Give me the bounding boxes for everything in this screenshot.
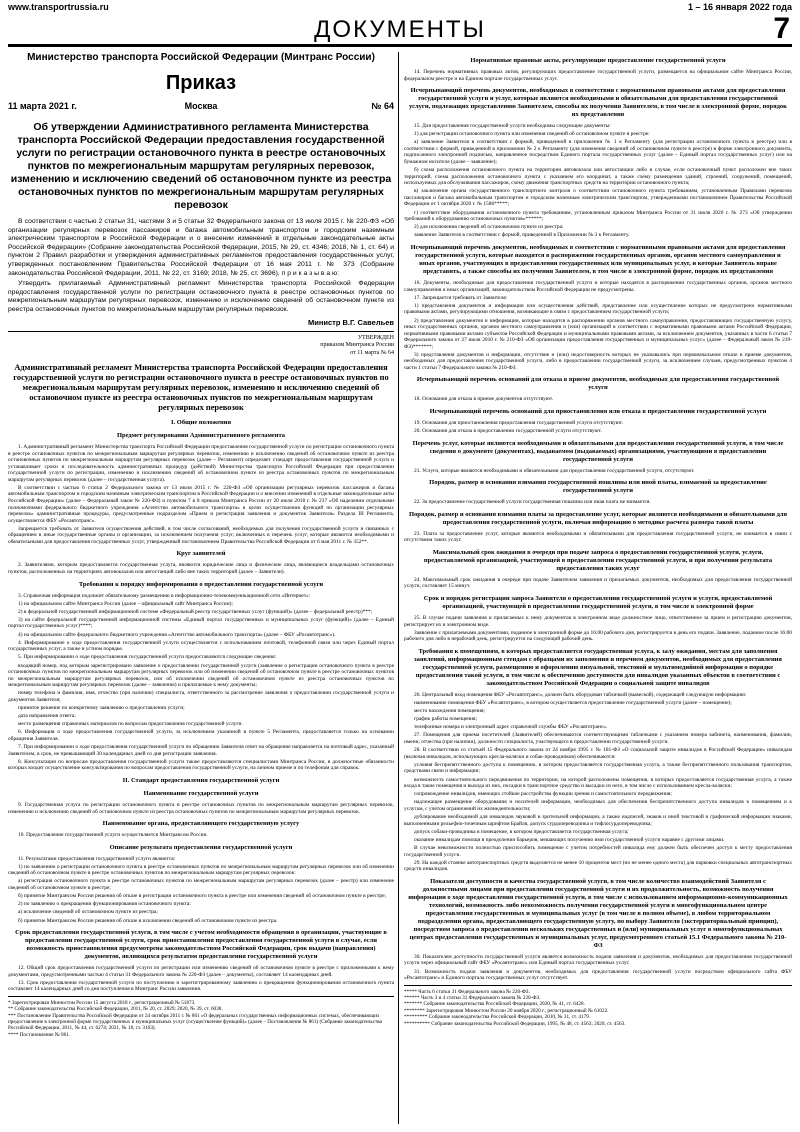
- order-subject: Об утверждении Административного регламента Министерства транспорта Российской Федерации предоставления государственной услуги по регистрации остановочного пункта в реестре остановочных пунктов по межрегиональным маршрутам регулярных перевозок, изменению и исключению сведений об остановочном пункте из реестра остановочных пунктов по межрегиональным маршрутам регулярных перевозок: [10, 121, 392, 211]
- body-paragraph: 2) для исключения сведений об остановочном пункте из реестра:: [414, 224, 564, 231]
- body-paragraph: входящий номер, под которым зарегистрировано заявление о предоставлении государственной услуги (заявление о регистрации остановочного пункта в реестре остановочных пунктов по межрегиональным маршрутам регулярных перевозок или об изменении сведений об остановочном пункте в реестре остановочных пунктов по межрегиональным маршрутам регулярных перевозок, или об исключении сведений об остановочном пункте из реестра остановочных пунктов по межрегиональным маршрутам регулярных перевозок (далее – заявление) и прилагаемые к нему документы;: [8, 662, 394, 689]
- body-paragraph: заявление Заявителя в соответствии с формой, приведенной в Приложении № 3 к Регламенту.: [414, 232, 630, 239]
- section-heading: Порядок, размер и основания взимания платы за предоставление услуг, которые являются необходимыми и обязательными для предоставления государственной услуги, включая информацию о методике расчета размера такой платы: [408, 510, 788, 526]
- section-heading: Описание результата предоставления государственной услуги: [109, 843, 293, 851]
- body-paragraph: 3) на сайте федеральной государственной информационной системы «Единый портал государственных и муниципальных услуг (функций)» (далее – Единый портал государственных услуг)****;: [8, 616, 394, 630]
- body-paragraph: 3. Справочная информация подлежит обязательному размещению в информационно-телекоммуникационной сети «Интернет»:: [18, 592, 311, 599]
- body-paragraph: В соответствии с частью 6 статьи 2 Федерального закона от 13 июля 2015 г. № 220-ФЗ «Об организации регулярных перевозок пассажиров и багажа автомобильным транспортом и городским наземным электрическим транспортом в Российской Федерации и о внесении изменений в отдельные законодательные акты Российской Федерации» (далее – Федеральный закон № 220-ФЗ) и пунктом 7 в 8 приказа Минтранса России от 20 июля 2018 г. № 237 «Об наделении отдельными полномочиями федерального бюджетного учреждения «Агентство автомобильного транспорта» в целях осуществления функций по организации регулярных перевозок» административные процедуры, предусмотренные подразделом «Прием и регистрация заявления и документов Заявителя» Раздела III Регламента, осуществляется ФБУ «Росавтотранс».: [8, 484, 394, 524]
- body-paragraph: 28. В соответствии со статьей 15 Федерального закона от 24 ноября 1995 г. № 181-ФЗ «О социальной защите инвалидов в Российской Федерации» инвалидам (включая инвалидов, использующих кресла-коляски и собак-проводников) обеспечиваются:: [404, 747, 792, 760]
- footnote: ******** Зарегистрирован Минюстом России 20 ноября 2020 г., регистрационный № 61022.: [404, 1007, 609, 1014]
- section-heading: Наименование государственной услуги: [143, 789, 259, 797]
- body-paragraph: 18. Основания для отказа в приеме документов отсутствуют.: [414, 396, 554, 403]
- section-heading: Показатели доступности и качества государственной услуги, в том числе количество взаимодействий Заявителя с должностными лицами при предоставлении государственной услуги и их продолжительность, возможность получения информации о ходе предоставления государственной услуги, в том числе с использованием информационно-коммуникационных технологий, возможность либо невозможность получения государственной услуги в многофункциональном центре предоставления государственных и муниципальных услуг (в том числе в полном объеме), в любом территориальном подразделении органа, предоставляющего государственную услугу, по выбору Заявителя (экстерриториальный принцип), посредством запроса о предоставлении нескольких государственных и (или) муниципальных услуг в многофункциональных центрах предоставления государственных и муниципальных услуг, предусмотренного статьей 15.1 Федерального закона № 210-ФЗ: [408, 877, 788, 949]
- body-paragraph: 10. Предоставление государственной услуги осуществляется Минтрансом России.: [18, 832, 208, 839]
- right-column: [404, 52, 792, 1132]
- body-paragraph: 25. В случае подачи заявления и прилагаемых к нему документов в электронном виде должностное лицо, ответственное за прием и регистрацию документов, регистрирует их в электронном виде.: [404, 615, 792, 628]
- body-paragraph: Заявление с прилагаемыми документами, поданное в электронной форме до 16:00 рабочего дня, регистрируется в день его подачи. Заявление, поданное после 16:00 рабочего дня либо в нерабочий день, регистрируется на следующий рабочий день.: [404, 629, 792, 643]
- approval-line: УТВЕРЖДЕН: [357, 334, 394, 341]
- footnote: ** Собрание законодательства Российской Федерации, 2011, № 20, ст. 2829; 2020, № 39, ст. 6038.: [8, 1006, 223, 1013]
- body-paragraph: 19. Основания для приостановления предоставления государственной услуги отсутствуют.: [414, 420, 623, 427]
- site-url[interactable]: www.transportrussia.ru: [8, 2, 109, 12]
- footnote: ***** Часть 6 статьи 31 Федерального закона № 220-ФЗ.: [404, 988, 530, 995]
- body-paragraph: дублирование необходимой для инвалидов звуковой и зрительной информации, а также надписей, знаков и иной текстовой и графической информации знаками, выполненными рельефно-точечным шрифтом Брайля, допуск сурдопереводчика и тифлосурдопереводчика;: [404, 814, 792, 827]
- body-paragraph: номер телефона и фамилия, имя, отчество (при наличии) специалиста, ответственного за рассмотрение заявления о предоставлении государственной услуги и документов Заявителя;: [8, 690, 394, 703]
- section-heading: Требования к помещениям, в которых предоставляется государственная услуга, к залу ожидания, местам для заполнения заявлений, информационным стендам с образцами их заполнения и перечнем документов, необходимых для предоставления государственной услуги, размещению и оформлению визуальной, текстовой и мультимедийной информации о порядке предоставления такой услуги, в том числе к обеспечению доступности для инвалидов указанных объектов в соответствии с законодательством Российской Федерации о социальной защите инвалидов: [414, 647, 782, 687]
- body-paragraph: принятое решение по конкретному заявлению о предоставлении услуги;: [18, 705, 185, 712]
- body-paragraph: наименование помещения ФБУ «Росавтотранс», в котором осуществляется предоставление государственной услуги (далее – помещение);: [414, 699, 732, 706]
- body-paragraph: 29. На каждой стоянке автотранспортных средств выделяется не менее 10 процентов мест (но не менее одного места) для парковки специальных автотранспортных средств инвалидов.: [404, 859, 792, 873]
- page-header-top: [8, 2, 792, 14]
- body-paragraph: оказание инвалидам помощи в преодолении барьеров, мешающих получению ими государственной услуги наравне с другими лицами.: [414, 836, 725, 843]
- body-paragraph: 15. Для предоставления государственной услуги необходимы следующие документы:: [414, 123, 611, 130]
- issue-date: 1 – 16 января 2022 года: [687, 2, 792, 12]
- body-paragraph: В случае невозможности полностью приспособить помещение с учетом потребностей инвалида ему должен быть обеспечен доступ к месту предоставления государственной услуги.: [404, 845, 792, 858]
- section-heading: II. Стандарт предоставления государственной услуги: [122, 776, 280, 784]
- footnote: ****** Часть 3 и 4 статьи 31 Федерального закона № 220-ФЗ.: [404, 995, 541, 1001]
- page-header-band: [8, 14, 792, 47]
- order-date: 11 марта 2021 г.: [8, 101, 77, 111]
- footnote-divider: [404, 985, 792, 986]
- body-paragraph: 17. Запрещается требовать от Заявителя:: [414, 294, 508, 301]
- body-paragraph: условия беспрепятственного доступа к помещению, в котором предоставляется государственная услуга, а также беспрепятственного пользования транспортом, средствами связи и информации;: [404, 761, 792, 775]
- body-paragraph: 23. Плата за предоставление услуг, которые являются необходимыми и обязательными для предоставления государственной услуги, не взимается в связи с отсутствием таких услуг.: [404, 530, 792, 544]
- order-ministry: Министерство транспорта Российской Федерации (Минтранс России): [27, 52, 375, 63]
- body-paragraph: Запрещается требовать от Заявителя осуществления действий, в том числе согласований, необходимых для получения государственной услуги и связанных с обращением в иные государственные органы и организации, за исключением получения услуг, включенных в перечень услуг, которые являются необходимыми и обязательными для предоставления государственных услуг, утвержденный постановлением Правительства Российской Федерации от 6 мая 2011 г. № 352**.: [8, 525, 394, 545]
- body-paragraph: телефонные номера и электронный адрес справочной службы ФБУ «Росавтотранс».: [414, 724, 608, 731]
- footnote-divider: [8, 996, 394, 997]
- body-paragraph: 4. Информирование о ходе предоставления государственной услуги осуществляется с использованием почтовой, телефонной связи или через Единый портал государственных услуг, а также в устном порядке.: [8, 639, 394, 653]
- body-paragraph: 22. За предоставление государственной услуги государственная пошлина или иная плата не взимается.: [414, 499, 651, 506]
- body-paragraph: 5. При информировании о ходе предоставления государственной услуги предоставляются следующие сведения:: [18, 654, 277, 661]
- body-paragraph: допуск собаки-проводника в помещение, в котором предоставляется государственная услуга;: [414, 828, 629, 835]
- body-paragraph: 1. Административный регламент Министерства транспорта Российской Федерации предоставления государственной услуги по регистрации остановочного пункта в реестре остановочных пунктов по межрегиональным маршрутам регулярных перевозок, изменению и исключению сведений об остановочном пункте из реестра остановочных пунктов по межрегиональным маршрутам регулярных перевозок (далее – Регламент) определяет стандарт предоставления государственной услуги и устанавливает сроки и последовательность административных процедур (действий) Министерства транспорта Российской Федерации при предоставлении государственной услуги по регистрации, изменению и исключению сведений об остановочном пункте из реестра остановочных пунктов по межрегиональным маршрутам регулярных перевозок (далее – государственная услуга).: [8, 444, 394, 483]
- body-paragraph: 13. Срок предоставления государственной услуги по поступлению и зарегистрированному заявлению о прекращении функционирования остановочного пункта составляет 14 календарных дней со дня поступления в Минтранс России заявления.: [8, 979, 394, 993]
- section-heading: Срок предоставления государственной услуги, в том числе с учетом необходимости обращения в организации, участвующие в предоставлении государственной услуги, срок приостановления предоставления государственной услуги в случае, если возможность приостановления предусмотрена законодательством Российской Федерации, срок выдачи (направления) документов, являющихся результатом предоставления государственной услуги: [15, 929, 387, 961]
- footnote: *** Постановление Правительства Российской Федерации от 24 октября 2011 г. № 861 «О федеральных государственных информационных системах, обеспечивающих предоставление в электронной форме государственных и муниципальных услуг (осуществление функций)» (далее – Постановление № 861) (Собрание законодательства Российской Федерации, 2011, № 44, ст. 6274; 2021, № 18, ст. 3163).: [8, 1012, 382, 1032]
- order-paragraph: В соответствии с частью 2 статьи 31, частями 3 и 5 статьи 32 Федерального закона от 13 июля 2015 г. № 220-ФЗ «Об организации регулярных перевозок пассажиров и багажа автомобильным транспортом и городским наземным электрическим транспортом в Российской Федерации и о внесении изменений в отдельные законодательные акты Российской Федерации» (Собрание законодательства Российской Федерации, 2015, № 29, ст. 4346; 2018, № 1, ст. 64) и пунктом 2 Правил разработки и утверждения административных регламентов предоставления государственных услуг, утвержденных постановлением Правительства Российской Федерации от 16 мая 2011 г. № 373 (Собрание законодательства Российской Федерации, 2011, № 22, ст. 3169; 2018, № 25, ст. 3696), п р и к а з ы в а ю:: [8, 218, 394, 277]
- divider: [8, 331, 394, 332]
- body-paragraph: 9. Государственная услуга по регистрации остановочного пункта в реестре остановочных пунктов по межрегиональным маршрутам регулярных перевозок, изменению и исключению сведений об остановочном пункте из реестра остановочных пунктов по межрегиональным маршрутам регулярных перевозок.: [8, 801, 394, 815]
- section-heading: Срок и порядок регистрации запроса Заявителя о предоставлении государственной услуги и услуги, предоставляемой организацией, участвующей в предоставлении государственной услуги, в том числе в электронной форме: [423, 595, 773, 610]
- section-heading: Круг заявителей: [176, 550, 226, 558]
- body-paragraph: 2) по заявлению о прекращении функционирования остановочного пункта:: [18, 901, 191, 908]
- body-paragraph: 20. Основания для отказа в предоставлении государственной услуги отсутствуют.: [414, 428, 602, 435]
- section-title: ДОКУМЕНТЫ: [314, 16, 486, 43]
- body-paragraph: 14. Перечень нормативных правовых актов, регулирующих предоставление государственной услуги, размещается на официальном сайте Минтранса России, федеральном реестре и на Едином портале государственных услуг.: [404, 69, 792, 82]
- section-heading: Исчерпывающий перечень документов, необходимых в соответствии с нормативными правовыми актами для предоставления государственной услуги и услуг, которые являются необходимыми и обязательными для предоставления государственной услуги, подлежащих представлению Заявителем, способы их получения Заявителем, в том числе в электронной форме, порядок их представления: [409, 87, 787, 119]
- section-heading: Исчерпывающий перечень оснований для приостановления или отказа в предоставлении государственной услуги: [429, 408, 767, 416]
- body-paragraph: место нахождения помещения;: [414, 708, 486, 715]
- body-paragraph: сопровождение инвалидов, имеющих стойкие расстройства функции зрения и самостоятельного передвижения;: [414, 791, 672, 798]
- body-paragraph: 21. Услуги, которые являются необходимыми и обязательными для предоставления государственной услуги, отсутствуют.: [414, 467, 695, 474]
- page-number: 7: [773, 12, 790, 45]
- body-paragraph: 12. Общий срок предоставления государственной услуги по регистрации или изменению сведений об остановочном пункте в реестре с приложенными к нему документами, предусмотренными частью 4 статьи 31 Федерального закона № 220-ФЗ (далее – документы), составляет 14 календарных дней.: [8, 965, 394, 978]
- body-paragraph: дата направления ответа;: [18, 713, 76, 720]
- section-heading: Требования к порядку информирования о предоставлении государственной услуги: [78, 580, 324, 588]
- body-paragraph: 1) представления документов и информации или осуществления действий, представление или осуществление которых не предусмотрено нормативными правовыми актами, регулирующими отношения, возникающие в связи с предоставлением государственной услуги;: [404, 302, 792, 316]
- left-text-flow: [8, 419, 394, 1038]
- body-paragraph: 7. При информировании о ходе предоставления государственной услуги по обращению Заявителя ответ на обращение направляется на почтовый адрес, указанный Заявителем, в срок, не превышающий 30 календарных дней со дня регистрации заявления.: [8, 744, 394, 757]
- body-paragraph: 1) для регистрации остановочного пункта или изменения сведений об остановочном пункте в реестре:: [414, 131, 650, 138]
- section-heading: Порядок, размер и основания взимания государственной пошлины или иной платы, взимаемой за предоставление государственной услуги: [429, 479, 767, 495]
- order-city: Москва: [184, 101, 218, 111]
- section-heading: I. Общие положения: [171, 419, 231, 427]
- body-paragraph: в) заключение органа государственного транспортного контроля о соответствии остановочного пункта требованиям, установленным Правилами перевозок пассажиров и багажа автомобильным транспортом и городским наземным электрическим транспортом, утвержденными постановлением Правительства Российской Федерации от 1 октября 2020 г. № 1586*****;: [404, 188, 792, 208]
- body-paragraph: 24. Максимальный срок ожидания в очереди при подаче Заявителем заявления и прилагаемых документов, необходимых для предоставления государственной услуги, составляет 15 минут.: [404, 576, 792, 590]
- body-paragraph: 30. Показателем доступности государственной услуги является возможность подачи заявления и документов, необходимых для предоставления государственной услуги через официальный сайт ФБУ «Росавтотранс» или Единый портал государственных услуг.: [404, 953, 792, 967]
- body-paragraph: 27. Помещения для приема посетителей (Заявителей) обеспечиваются соответствующими табличками с указанием номера кабинета, наименования, фамилии, имени, отчества (при наличии), должности специалиста, участвующего в предоставлении государственной услуги.: [404, 732, 792, 746]
- section-heading: Наименование органа, предоставляющего государственную услугу: [102, 820, 300, 828]
- body-paragraph: 2) в федеральной государственной информационной системе «Федеральный реестр государственных услуг (функций)» (далее – федеральный реестр)***;: [18, 608, 373, 615]
- body-paragraph: 31. Возможность подачи заявления и документов, необходимых для предоставления государственной услуги посредством официального сайта ФБУ «Росавтотранс» и Единого портала государственных услуг отсутствует.: [404, 968, 792, 982]
- body-paragraph: 26. Центральный вход помещения ФБУ «Росавтотранс», должен быть оборудован табличкой (вывеской), содержащей следующую информацию:: [414, 691, 747, 698]
- right-text-flow: [404, 57, 792, 1027]
- section-heading: Исчерпывающий перечень документов, необходимых в соответствии с нормативными правовыми актами для предоставления государственной услуги, которые находятся в распоряжении государственных органов, органов местного самоуправления и иных органов, участвующих в предоставлении государственных или муниципальных услуг, и которые Заявитель вправе представить, а также способы их получения Заявителем, в том числе в электронной форме, порядок их представления: [410, 244, 786, 275]
- order-meta: [8, 101, 394, 115]
- footnote: ******* Собрание законодательства Российской Федерации, 2020, № 41, ст. 6428.: [404, 1001, 585, 1008]
- approval-stamp: [8, 335, 394, 358]
- body-paragraph: возможность самостоятельного передвижения по территории, на которой расположены помещения, в которых предоставляется государственная услуга, а также входа в такие помещения и выхода из них, посадки в транспортное средство и высадки из него, в том числе с использованием кресла-коляски;: [404, 776, 792, 790]
- section-heading: Максимальный срок ожидания в очереди при подаче запроса о предоставлении государственной услуги, услуги, предоставляемой организацией, участвующей в предоставлении государственной услуги, и при получении результата предоставления таких услуг: [423, 548, 773, 572]
- body-paragraph: 11. Результатами предоставления государственной услуги являются:: [18, 855, 176, 862]
- body-paragraph: б) принятие Минтрансом России решения об отказе в исключении сведений об остановочном пункте из реестра.: [18, 917, 278, 924]
- body-paragraph: график работы помещения;: [414, 716, 477, 723]
- approval-line: приказом Минтранса России: [320, 342, 394, 349]
- body-paragraph: надлежащее размещение оборудования и носителей информации, необходимых для обеспечения беспрепятственного доступа инвалидов к помещениям и к услугам, с учетом ограничений их жизнедеятельности;: [404, 799, 792, 812]
- regulation-title: Административный регламент Министерства транспорта Российской Федерации предоставления государственной услуги по регистрации остановочного пункта в реестре остановочных пунктов по межрегиональным маршрутам регулярных перевозок, изменению и исключению сведений об остановочном пункте из реестра остановочных пунктов по межрегиональным маршрутам регулярных перевозок: [13, 363, 389, 413]
- footnote: **** Постановление № 861.: [8, 1031, 71, 1038]
- approval-line: от 11 марта № 64: [350, 349, 394, 356]
- body-paragraph: 3) представления документов и информации, отсутствие и (или) недостоверность которых не указывались при первоначальном отказе в приеме документов, необходимых для предоставления государственной услуги, либо в предоставлении государственной услуги, за исключением случаев, предусмотренных пунктом 4 части 1 статьи 7 Федерального закона № 210-ФЗ.: [404, 351, 792, 371]
- body-paragraph: 16. Документы, необходимые для предоставления государственной услуги и которые находятся в распоряжении государственных органов, органов местного самоуправления и иных организаций, законодательством Российской Федерации не предусмотрены.: [404, 280, 792, 293]
- order-paragraph: Утвердить прилагаемый Административный регламент Министерства транспорта Российской Федерации предоставления государственной услуги по регистрации остановочного пункта в реестре остановочных пунктов по межрегиональным маршрутам регулярных перевозок, изменению и исключению сведений об остановочном пункте из реестра остановочных пунктов по межрегиональным маршрутам регулярных перевозок.: [8, 280, 394, 313]
- body-paragraph: 6. Информация о ходе предоставления государственной услуги, за исключением указанной в пункте 5 Регламента, предоставляется только на основании обращения Заявителя.: [8, 729, 394, 743]
- body-paragraph: а) исключение сведений об остановочном пункте из реестра;: [18, 909, 158, 916]
- body-paragraph: 2) представления документов и информации, которые находятся в распоряжении органов местного самоуправления, предоставляющих государственную услугу, иных государственных органов, органов местного самоуправления и (или) организаций в соответствии с нормативными правовыми актами Российской Федерации, нормативными правовыми актами субъектов Российской Федерации и муниципальными правовыми актами, за исключением документов, указанных в части 6 статьи 7 Федерального закона от 27 июля 2010 г. № 210-ФЗ «Об организации предоставления государственных и муниципальных услуг» (далее – Федеральный закон № 210-ФЗ)*******;: [404, 317, 792, 350]
- body-paragraph: б) схема расположения остановочного пункта на территории автовокзала или автостанции либо в случае, если остановочный пункт расположен вне таких территорий, схема расположения остановочного пункта с указанием его координат, а также схему размещения зданий, строений, сооружений, помещений, используемых для обслуживания пассажиров, схему движения транспортных средств на территории остановочного пункта;: [404, 167, 792, 187]
- column-divider: [398, 52, 399, 1124]
- body-paragraph: 4) на официальном сайте федерального бюджетного учреждения «Агентство автомобильного транспорта» (далее – ФБУ «Росавтотранс»).: [18, 631, 336, 638]
- body-paragraph: 1) по заявлению о регистрации остановочного пункта в реестре остановочных пунктов по межрегиональным маршрутам регулярных перевозок или об изменении сведений об остановочном пункте в реестре остановочных пунктов по межрегиональным маршрутам регулярных перевозок:: [8, 863, 394, 877]
- section-heading: Предмет регулирования Административного регламента: [116, 432, 286, 440]
- section-heading: Исчерпывающий перечень оснований для отказа в приеме документов, необходимых для предоставления государственной услуги: [416, 376, 780, 392]
- order-number: № 64: [371, 101, 394, 111]
- left-column: [8, 52, 394, 1132]
- body-paragraph: г) соответствие оборудования остановочного пункта требованиям, установленным приказом Минтранса России от 31 июля 2020 г. № 273 «Об утверждении требований к оборудованию остановочных пунктов»******;: [404, 209, 792, 223]
- section-heading: Нормативные правовые акты, регулирующие предоставление государственной услуги: [470, 57, 726, 64]
- body-paragraph: 8. Консультации по вопросам предоставления государственной услуги также предоставляются специалистами Минтранса России, в должностные обязанности которых входит осуществление консультирования по вопросам предоставления государственной услуги, на личном приеме и по телефонам для справок.: [8, 758, 394, 772]
- footnote: ********** Собрание законодательства Российской Федерации, 1995, № 48, ст. 4563; 2020, ст. 4563.: [404, 1020, 626, 1027]
- body-paragraph: а) заявление Заявителя в соответствии с формой, приведенной в приложении № 1 к Регламенту (для регистрации остановочного пункта в реестре) или в соответствии с формой, приведенной в приложении № 2 к Регламенту (для изменения сведений об остановочном пункте в реестре) в форме электронного документа, подписанного электронной подписью, направленное посредством Единого портала государственных услуг (далее – Единый портал государственных услуг) или на бумажном носителе (далее – заявление);: [404, 139, 792, 166]
- body-paragraph: место размещения справочных материалов по вопросам предоставления государственной услуги.: [18, 721, 243, 728]
- order-signature: Министр В.Г. Савельев: [307, 317, 394, 327]
- body-paragraph: 1) на официальном сайте Минтранса России (далее – официальный сайт Минтранса России);: [18, 600, 233, 607]
- footnote: ********* Собрание законодательства Российской Федерации, 2010, № 31, ст. 4179.: [404, 1014, 591, 1021]
- section-heading: Перечень услуг, которые являются необходимыми и обязательными для предоставления государственной услуги, в том числе сведения о документе (документах), выдаваемом (выдаваемых) организациями, участвующими в предоставлении государственной услуги: [412, 439, 784, 463]
- body-paragraph: а) регистрация остановочного пункта в реестре остановочных пунктов по межрегиональным маршрутам регулярных перевозок (далее – реестр) или изменение сведений об остановочном пункте в реестре;: [8, 878, 394, 891]
- footnote: * Зарегистрирован Минюстом России 15 августа 2018 г., регистрационный № 51873.: [8, 999, 196, 1006]
- order-title: Приказ: [165, 72, 237, 94]
- body-paragraph: 2. Заявителями, которым предоставляется государственная услуга, являются юридические лица и физические лица, являющиеся владельцами остановочных пунктов, расположенных на территориях автовокзалов или автостанций либо вне таких территорий (далее – Заявители).: [8, 562, 394, 575]
- body-paragraph: б) принятие Минтрансом России решения об отказе в регистрации остановочного пункта в реестре или изменения сведений об остановочном пункте в реестре;: [18, 893, 387, 900]
